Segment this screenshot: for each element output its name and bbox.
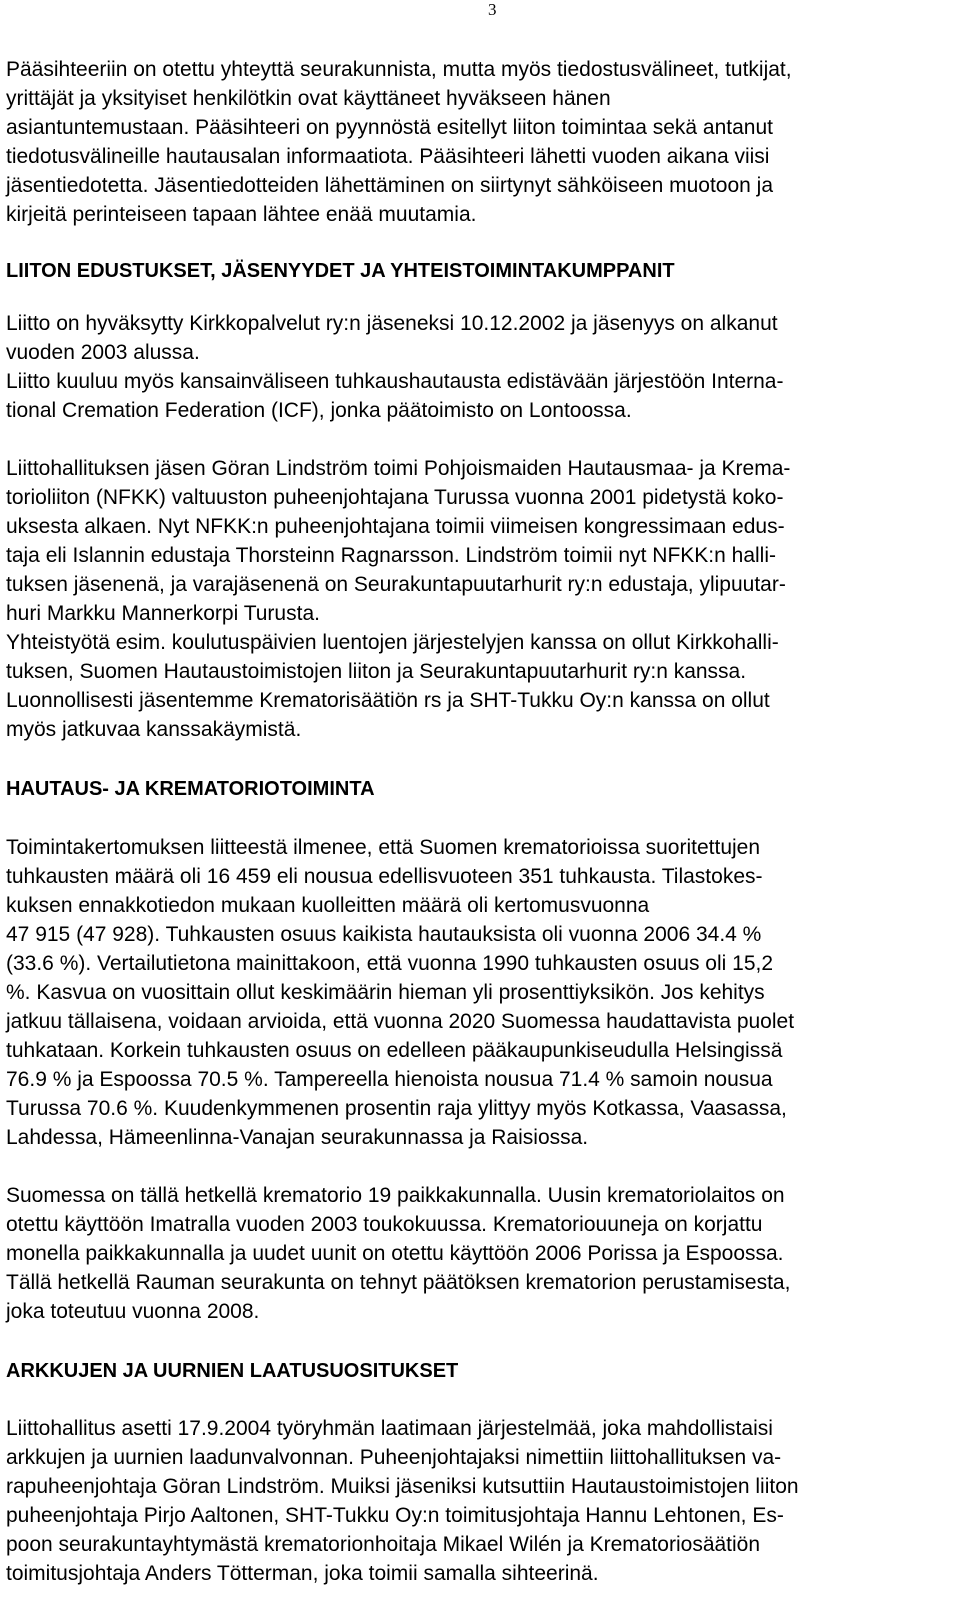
paragraph-working-group: Liittohallitus asetti 17.9.2004 työryhmän laatimaan järjestelmää, joka mahdollistaisi arkkujen ja uurnien laadunvalvonnan. Puheenjohtajaksi nimettiin liittohallituksen va- rapuheenjohtaja Göran Lindström. Muiksi jäseniksi kutsuttiin Hautaustoimistojen liiton puheenjohtaja Pirjo Aaltonen, SHT-Tukku Oy:n toimitusjohtaja Hannu Lehtonen, Es- poon seurakuntayhtymästä krematorionhoitaja Mikael Wilén ja Krematoriosäätiön toimitusjohtaja Anders Tötterman, joka toimii samalla sihteerinä.: [6, 1417, 799, 1585]
paragraph-secretary-general: Pääsihteeriin on otettu yhteyttä seurakunnista, mutta myös tiedostusvälineet, tutkijat, yrittäjät ja yksityiset henkilötkin ovat käyttäneet hyväkseen hänen asiantuntemustaan. Pääsihteeri on pyynnöstä esitellyt liiton toimintaa sekä antanut tiedotusvälineille hautausalan informaatiota. Pääsihteeri lähetti vuoden aikana viisi jäsentiedotetta. Jäsentiedotteiden lähettäminen on siirtynyt sähköiseen muotoon ja kirjeitä perinteiseen tapaan lähtee enää muutamia.: [6, 58, 792, 226]
heading-coffin-urn-quality: ARKKUJEN JA UURNIEN LAATUSUOSITUKSET: [6, 1360, 459, 1382]
paragraph-cooperation: Liittohallituksen jäsen Göran Lindström toimi Pohjoismaiden Hautausmaa- ja Krema- torioliiton (NFKK) valtuuston puheenjohtajana Turussa vuonna 2001 pidetystä koko- uksesta alkaen. Nyt NFKK:n puheenjohtajana toimii viimeisen kongressimaan edus- taja eli Islannin edustaja Thorsteinn Ragnarsson. Lindström toimii nyt NFKK:n halli- tuksen jäsenenä, ja varajäsenenä on Seurakuntapuutarhurit ry:n edustaja, ylipuutar- huri Markku Mannerkorpi Turusta. Yhteistyötä esim. koulutuspäivien luentojen järjestelyjen kanssa on ollut Kirkkohalli- tuksen, Suomen Hautaustoimistojen liiton ja Seurakuntapuutarhurit ry:n kanssa. Luonnollisesti jäsentemme Krematorisäätiön rs ja SHT-Tukku Oy:n kanssa on ollut myös jatkuvaa kanssakäymistä.: [6, 457, 791, 741]
paragraph-memberships: Liitto on hyväksytty Kirkkopalvelut ry:n jäseneksi 10.12.2002 ja jäsenyys on alkanut vuoden 2003 alussa. Liitto kuuluu myös kansainväliseen tuhkaushautausta edistävään järjestöön Interna- tional Cremation Federation (ICF), jonka päätoimisto on Lontoossa.: [6, 312, 784, 422]
paragraph-crematoria-locations: Suomessa on tällä hetkellä krematorio 19 paikkakunnalla. Uusin krematoriolaitos on otettu käyttöön Imatralla vuoden 2003 toukokuussa. Krematoriouuneja on korjattu monella paikkakunnalla ja uudet uunit on otettu käyttöön 2006 Porissa ja Espoossa. Tällä hetkellä Rauman seurakunta on tehnyt päätöksen krematorion perustamisesta, joka toteutuu vuonna 2008.: [6, 1184, 791, 1323]
document-body: [6, 55, 934, 1588]
heading-representations-memberships: LIITON EDUSTUKSET, JÄSENYYDET JA YHTEISTOIMINTAKUMPPANIT: [6, 260, 675, 282]
paragraph-cremation-statistics: Toimintakertomuksen liitteestä ilmenee, että Suomen krematorioissa suoritettujen tuhkausten määrä oli 16 459 eli nousua edellisvuoteen 351 tuhkausta. Tilastokes- kuksen ennakkotiedon mukaan kuolleitten määrä oli kertomusvuonna 47 915 (47 928). Tuhkausten osuus kaikista hautauksista oli vuonna 2006 34.4 % (33.6 %). Vertailutietona mainittakoon, että vuonna 1990 tuhkausten osuus oli 15,2 %. Kasvua on vuosittain ollut keskimäärin hieman yli prosenttiyksikön. Jos kehitys jatkuu tällaisena, voidaan arvioida, että vuonna 2020 Suomessa haudattavista puolet tuhkataan. Korkein tuhkausten osuus on edelleen pääkaupunkiseudulla Helsingissä 76.9 % ja Espoossa 70.5 %. Tampereella hienoista nousua 71.4 % samoin nousua Turussa 70.6 %. Kuudenkymmenen prosentin raja ylittyy myös Kotkassa, Vaasassa, Lahdessa, Hämeenlinna-Vanajan seurakunnassa ja Raisiossa.: [6, 836, 795, 1149]
page-number: 3: [488, 0, 497, 19]
heading-funeral-crematorium-activity: HAUTAUS- JA KREMATORIOTOIMINTA: [6, 778, 375, 800]
